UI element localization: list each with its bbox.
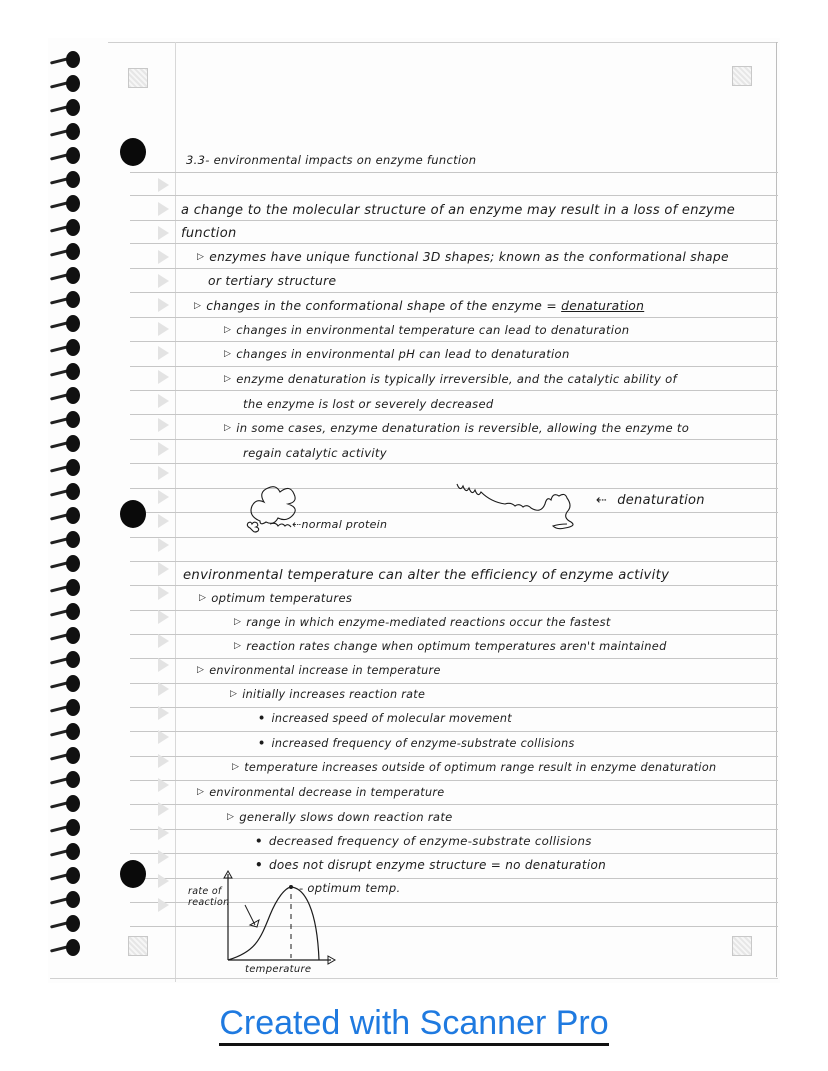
section1-heading-line1: a change to the molecular structure of an enzyme may result in a loss of enzyme: [181, 203, 736, 218]
punch-hole: [120, 860, 146, 888]
scanner-pro-link[interactable]: Created with Scanner Pro: [219, 1004, 608, 1046]
graph-y-label: rate of reaction: [188, 886, 230, 908]
triangle-bullet-icon: ▷: [224, 325, 232, 335]
normal-protein-label: ⇠normal protein: [292, 518, 388, 531]
denatured-protein-drawing: [455, 478, 595, 533]
triangle-bullet-icon: ▷: [197, 665, 205, 675]
increase-point-2: • increased frequency of enzyme-substrate collisions: [258, 737, 575, 750]
triangle-bullet-icon: ▷: [224, 349, 232, 359]
dot-bullet-icon: •: [258, 737, 266, 750]
increase-outside: ▷ temperature increases outside of optimum range result in enzyme denaturation: [232, 761, 717, 774]
page-bottom-edge: [50, 978, 778, 979]
arrow-left-icon: ⇠: [292, 518, 302, 531]
decrease-label: ▷ environmental decrease in temperature: [197, 786, 445, 799]
increase-label: ▷ environmental increase in temperature: [197, 664, 441, 677]
section1-subitem-3: ▷ enzyme denaturation is typically irreversible, and the catalytic ability of: [224, 372, 677, 386]
dot-bullet-icon: •: [255, 858, 263, 872]
corner-marker-icon: [732, 66, 752, 86]
corner-marker-icon: [732, 936, 752, 956]
corner-marker-icon: [128, 68, 148, 88]
section1-subitem-4: ▷ in some cases, enzyme denaturation is reversible, allowing the enzyme to: [224, 421, 690, 435]
optimum-label: ▷ optimum temperatures: [199, 591, 353, 605]
section1-item-2: ▷ changes in the conformational shape of the enzyme = denaturation: [194, 299, 645, 313]
section2-heading: environmental temperature can alter the efficiency of enzyme activity: [183, 568, 670, 583]
footer: [0, 1004, 828, 1043]
triangle-bullet-icon: ▷: [194, 301, 202, 311]
triangle-bullet-icon: ▷: [234, 617, 242, 627]
dot-bullet-icon: •: [255, 834, 263, 848]
page-right-edge: [776, 42, 777, 977]
punch-hole: [120, 138, 146, 166]
triangle-bullet-icon: ▷: [197, 252, 205, 262]
section1-subitem-4-cont: regain catalytic activity: [243, 446, 387, 460]
notes-title: 3.3- environmental impacts on enzyme function: [186, 153, 477, 167]
section1-heading-line2: function: [181, 226, 237, 241]
triangle-bullet-icon: ▷: [224, 423, 232, 433]
dot-bullet-icon: •: [258, 712, 266, 725]
section1-subitem-3-cont: the enzyme is lost or severely decreased: [243, 397, 494, 411]
increase-point-1: • increased speed of molecular movement: [258, 712, 512, 725]
optimum-item-2: ▷ reaction rates change when optimum temperatures aren't maintained: [234, 639, 667, 653]
decrease-general: ▷ generally slows down reaction rate: [227, 810, 453, 824]
corner-marker-icon: [128, 936, 148, 956]
punch-hole: [120, 500, 146, 528]
section1-item-1-cont: or tertiary structure: [208, 274, 337, 288]
graph-x-label: temperature: [245, 964, 312, 975]
increase-initial: ▷ initially increases reaction rate: [230, 688, 426, 701]
section1-subitem-2: ▷ changes in environmental pH can lead to denaturation: [224, 347, 570, 361]
decrease-point-2: • does not disrupt enzyme structure = no denaturation: [255, 858, 607, 872]
triangle-bullet-icon: ▷: [230, 689, 238, 699]
arrow-left-icon: ⇠: [596, 493, 608, 508]
triangle-bullet-icon: ▷: [224, 374, 232, 384]
section1-item-1: ▷ enzymes have unique functional 3D shapes; known as the conformational shape: [197, 250, 729, 264]
denaturation-term: denaturation: [561, 299, 645, 313]
triangle-bullet-icon: ▷: [227, 812, 235, 822]
decrease-point-1: • decreased frequency of enzyme-substrate collisions: [255, 834, 592, 848]
triangle-bullet-icon: ▷: [197, 787, 205, 797]
triangle-bullet-icon: ▷: [234, 641, 242, 651]
denaturation-label: ⇠ denaturation: [596, 493, 705, 508]
triangle-bullet-icon: ▷: [232, 762, 240, 772]
section1-subitem-1: ▷ changes in environmental temperature can lead to denaturation: [224, 323, 630, 337]
optimum-item-1: ▷ range in which enzyme-mediated reactions occur the fastest: [234, 615, 611, 629]
optimum-temp-label: - optimum temp.: [299, 881, 401, 895]
page-top-edge: [108, 42, 778, 43]
triangle-bullet-icon: ▷: [199, 593, 207, 603]
